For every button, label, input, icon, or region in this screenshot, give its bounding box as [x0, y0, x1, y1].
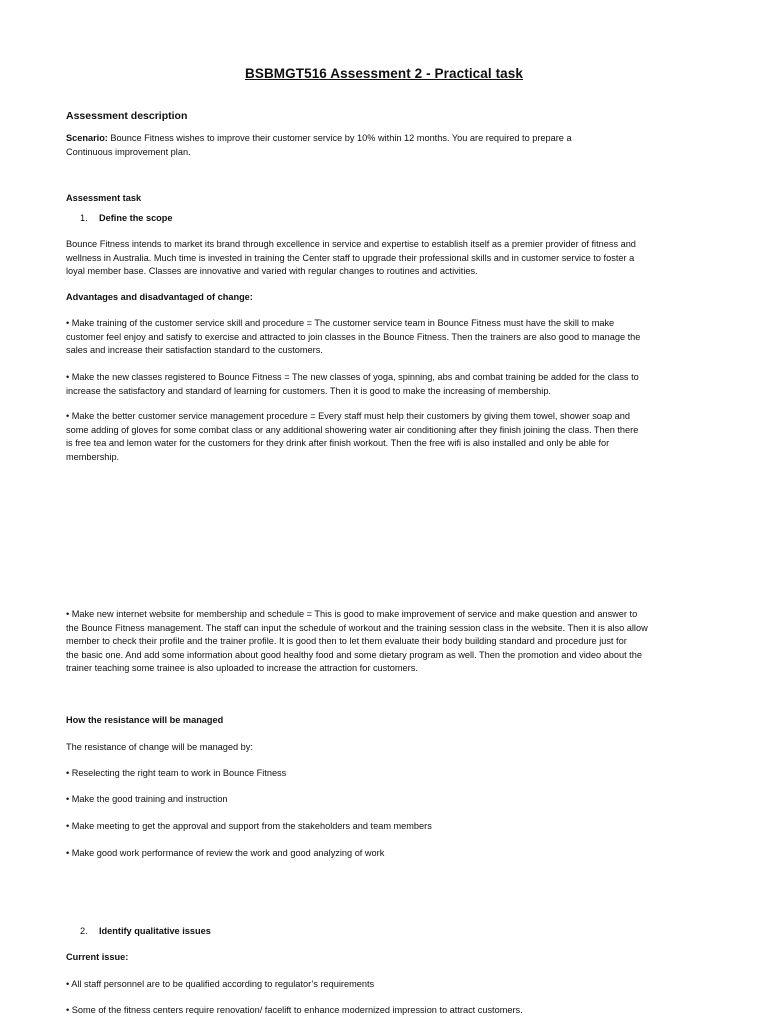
scope-line: loyal member base. Classes are innovative and varied with regular changes to routines and activities. — [66, 266, 478, 277]
resistance-item: • Make good work performance of review the work and good analyzing of work — [66, 848, 385, 858]
document-title: BSBMGT516 Assessment 2 - Practical task — [244, 66, 524, 81]
bullet-line: • Make training of the customer service skill and procedure = The customer service team in Bounce Fitness must have the skill to make — [66, 318, 615, 328]
resistance-item: • Make meeting to get the approval and support from the stakeholders and team members — [66, 821, 432, 831]
bullet-line: customer feel enjoy and satisfy to exercise and attracted to join classes in the Bounce Fitness. Then the trainers are also good to manage the — [66, 331, 641, 342]
scenario-label: Scenario: — [66, 133, 108, 143]
assessment-description-heading: Assessment description — [66, 110, 188, 122]
task1-number: 1. — [80, 213, 88, 223]
assessment-task-heading: Assessment task — [66, 193, 142, 203]
scenario-line-1 — [66, 132, 716, 146]
current-issue-heading: Current issue: — [66, 952, 129, 962]
scenario-line-2: Continuous improvement plan. — [66, 146, 191, 157]
scenario-text: Bounce Fitness wishes to improve their customer service by 10% within 12 months. You are required to prepare a — [107, 133, 572, 143]
bullet-line: the basic one. And add some information about good healthy food and some dietary program as well. Then the promotion and video about the — [66, 649, 642, 660]
bullet-line: is free tea and lemon water for the customers for they drink after finish workout. Then the free wifi is also installed and only be able for — [66, 438, 610, 449]
bullet-website — [66, 608, 716, 676]
bullet-line: • Make the better customer service management procedure = Every staff must help their customers by giving them towel, shower soap and — [66, 411, 631, 421]
bullet-line: the Bounce Fitness management. The staff can input the schedule of workout and the training session class in the website. Then it is also allow — [66, 622, 648, 633]
resistance-item: • Make the good training and instruction — [66, 794, 228, 804]
bullet-training — [66, 317, 716, 358]
advantages-heading: Advantages and disadvantaged of change: — [66, 292, 253, 302]
resistance-heading: How the resistance will be managed — [66, 715, 224, 725]
bullet-line: • Make new internet website for membership and schedule = This is good to make improvement of service and make question and answer to — [66, 609, 638, 619]
scope-paragraph — [66, 238, 716, 279]
scope-line: Bounce Fitness intends to market its brand through excellence in service and expertise to establish itself as a premier provider of fitness and — [66, 239, 636, 249]
task1-label: Define the scope — [99, 213, 173, 223]
scope-line: wellness in Australia. Much time is invested in training the Center staff to upgrade their professional skills and in customer service to foster a — [66, 252, 635, 263]
task2-label: Identify qualitative issues — [99, 926, 211, 936]
task2-number: 2. — [80, 926, 88, 936]
issue-item: • All staff personnel are to be qualified according to regulator’s requirements — [66, 979, 375, 989]
bullet-line: member to check their profile and the trainer profile. It is good then to let them evaluate their body building standard and procedure just for — [66, 636, 627, 647]
bullet-line: some adding of gloves for some combat class or any additional showering water air conditioning after they finish joining the class. Then there — [66, 424, 639, 435]
bullet-line: membership. — [66, 451, 120, 462]
bullet-new-classes — [66, 371, 716, 398]
resistance-intro: The resistance of change will be managed by: — [66, 742, 253, 752]
resistance-item: • Reselecting the right team to work in Bounce Fitness — [66, 768, 287, 778]
issue-item: • Some of the fitness centers require renovation/ facelift to enhance modernized impression to attract customers. — [66, 1005, 523, 1015]
bullet-line: increase the satisfactory and standard of learning for customers. Then it is good to make the increasing of membership. — [66, 385, 551, 396]
bullet-line: trainer teaching some trainee is also uploaded to increase the attraction for customers. — [66, 663, 418, 674]
bullet-service-procedure — [66, 410, 716, 464]
bullet-line: sales and increase their satisfaction standard to the customers. — [66, 345, 323, 356]
bullet-line: • Make the new classes registered to Bounce Fitness = The new classes of yoga, spinning, abs and combat training be added for the class to — [66, 372, 639, 382]
